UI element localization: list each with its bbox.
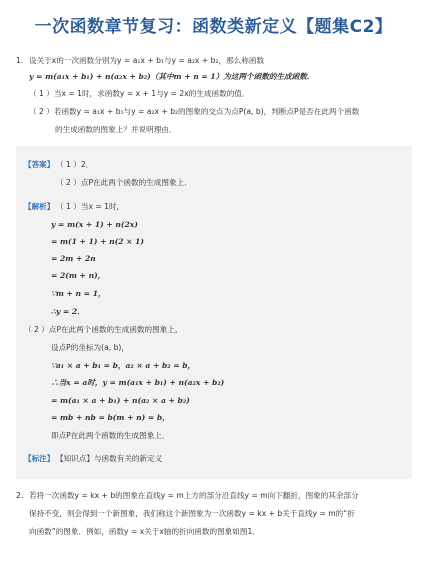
question-1-line-4: （ 2 ）若函数y = a₁x + b₁与y = a₂x + b₂的图象的交点为点P(a, b)，判断点P是否在此两个函数 [29, 107, 360, 116]
analysis-step: = m(a₁ × a + b₁) + n(a₂ × a + b₂) [51, 396, 190, 405]
analysis-step: 即点P在此两个函数的生成图象上． [51, 431, 170, 440]
analysis-step: = m(1 + 1) + n(2 × 1) [51, 237, 145, 246]
question-1-line-3: （ 1 ）当x = 1时，求函数y = x + 1与y = 2x的生成函数的值． [29, 89, 250, 98]
analysis-tag: 【解析】 [24, 202, 55, 211]
analysis-step: ∴y = 2． [51, 307, 85, 316]
question-2-number: 2. [16, 491, 24, 500]
analysis-step: = mb + nb = b(m + n) = b， [51, 413, 170, 422]
question-2-line-1: 若将一次函数y = kx + b的图象在直线y = m上方的部分沿直线y = m向下翻折，图象的其余部分 [29, 491, 359, 500]
note-text: 【知识点】与函数有关的新定义 [56, 454, 163, 463]
analysis-step: ∵m + n = 1， [51, 289, 106, 298]
analysis-step: ∵a₁ × a + b₁ = b，a₂ × a + b₂ = b， [51, 361, 196, 370]
answer-tag: 【答案】 [24, 160, 55, 169]
note-tag: 【标注】 [24, 454, 55, 463]
question-1-line-1: 设关于x的一次函数分别为y = a₁x + b₁与y = a₂x + b₂，那么称函数 [29, 56, 265, 65]
question-1-line-2: y = m(a₁x + b₁) + n(a₂x + b₂)（其中m + n = 1）为这两个函数的生成函数． [29, 72, 315, 81]
analysis-part-2-head: （ 2 ）点P在此两个函数的生成函数的图象上， [24, 325, 183, 334]
answer-part-2: （ 2 ）点P在此两个函数的生成图象上． [56, 178, 192, 187]
answer-part-1: （ 1 ）2． [56, 160, 94, 169]
question-2-line-3: 向函数”的图象．例如，函数y = x关于x轴的折向函数的图象如图1． [29, 527, 260, 536]
analysis-part-1-head: （ 1 ）当x = 1时， [56, 202, 125, 211]
page-title: 一次函数章节复习：函数类新定义【题集C2】 [34, 17, 393, 37]
analysis-step: = 2(m + n)， [51, 271, 106, 280]
analysis-step: 设点P的坐标为(a, b)， [51, 343, 129, 352]
analysis-step: y = m(x + 1) + n(2x) [51, 220, 138, 229]
analysis-step: ∴当x = a时，y = m(a₁x + b₁) + n(a₂x + b₂) [51, 378, 225, 387]
analysis-step: = 2m + 2n [51, 254, 96, 263]
question-1-line-5: 的生成函数的图象上？并说明理由． [55, 125, 177, 134]
question-1-number: 1. [16, 56, 24, 65]
question-2-line-2: 保持不变，则会得到一个新图象，我们称这个新图象为一次函数y = kx + b关于直线y = m的“折 [29, 509, 355, 518]
